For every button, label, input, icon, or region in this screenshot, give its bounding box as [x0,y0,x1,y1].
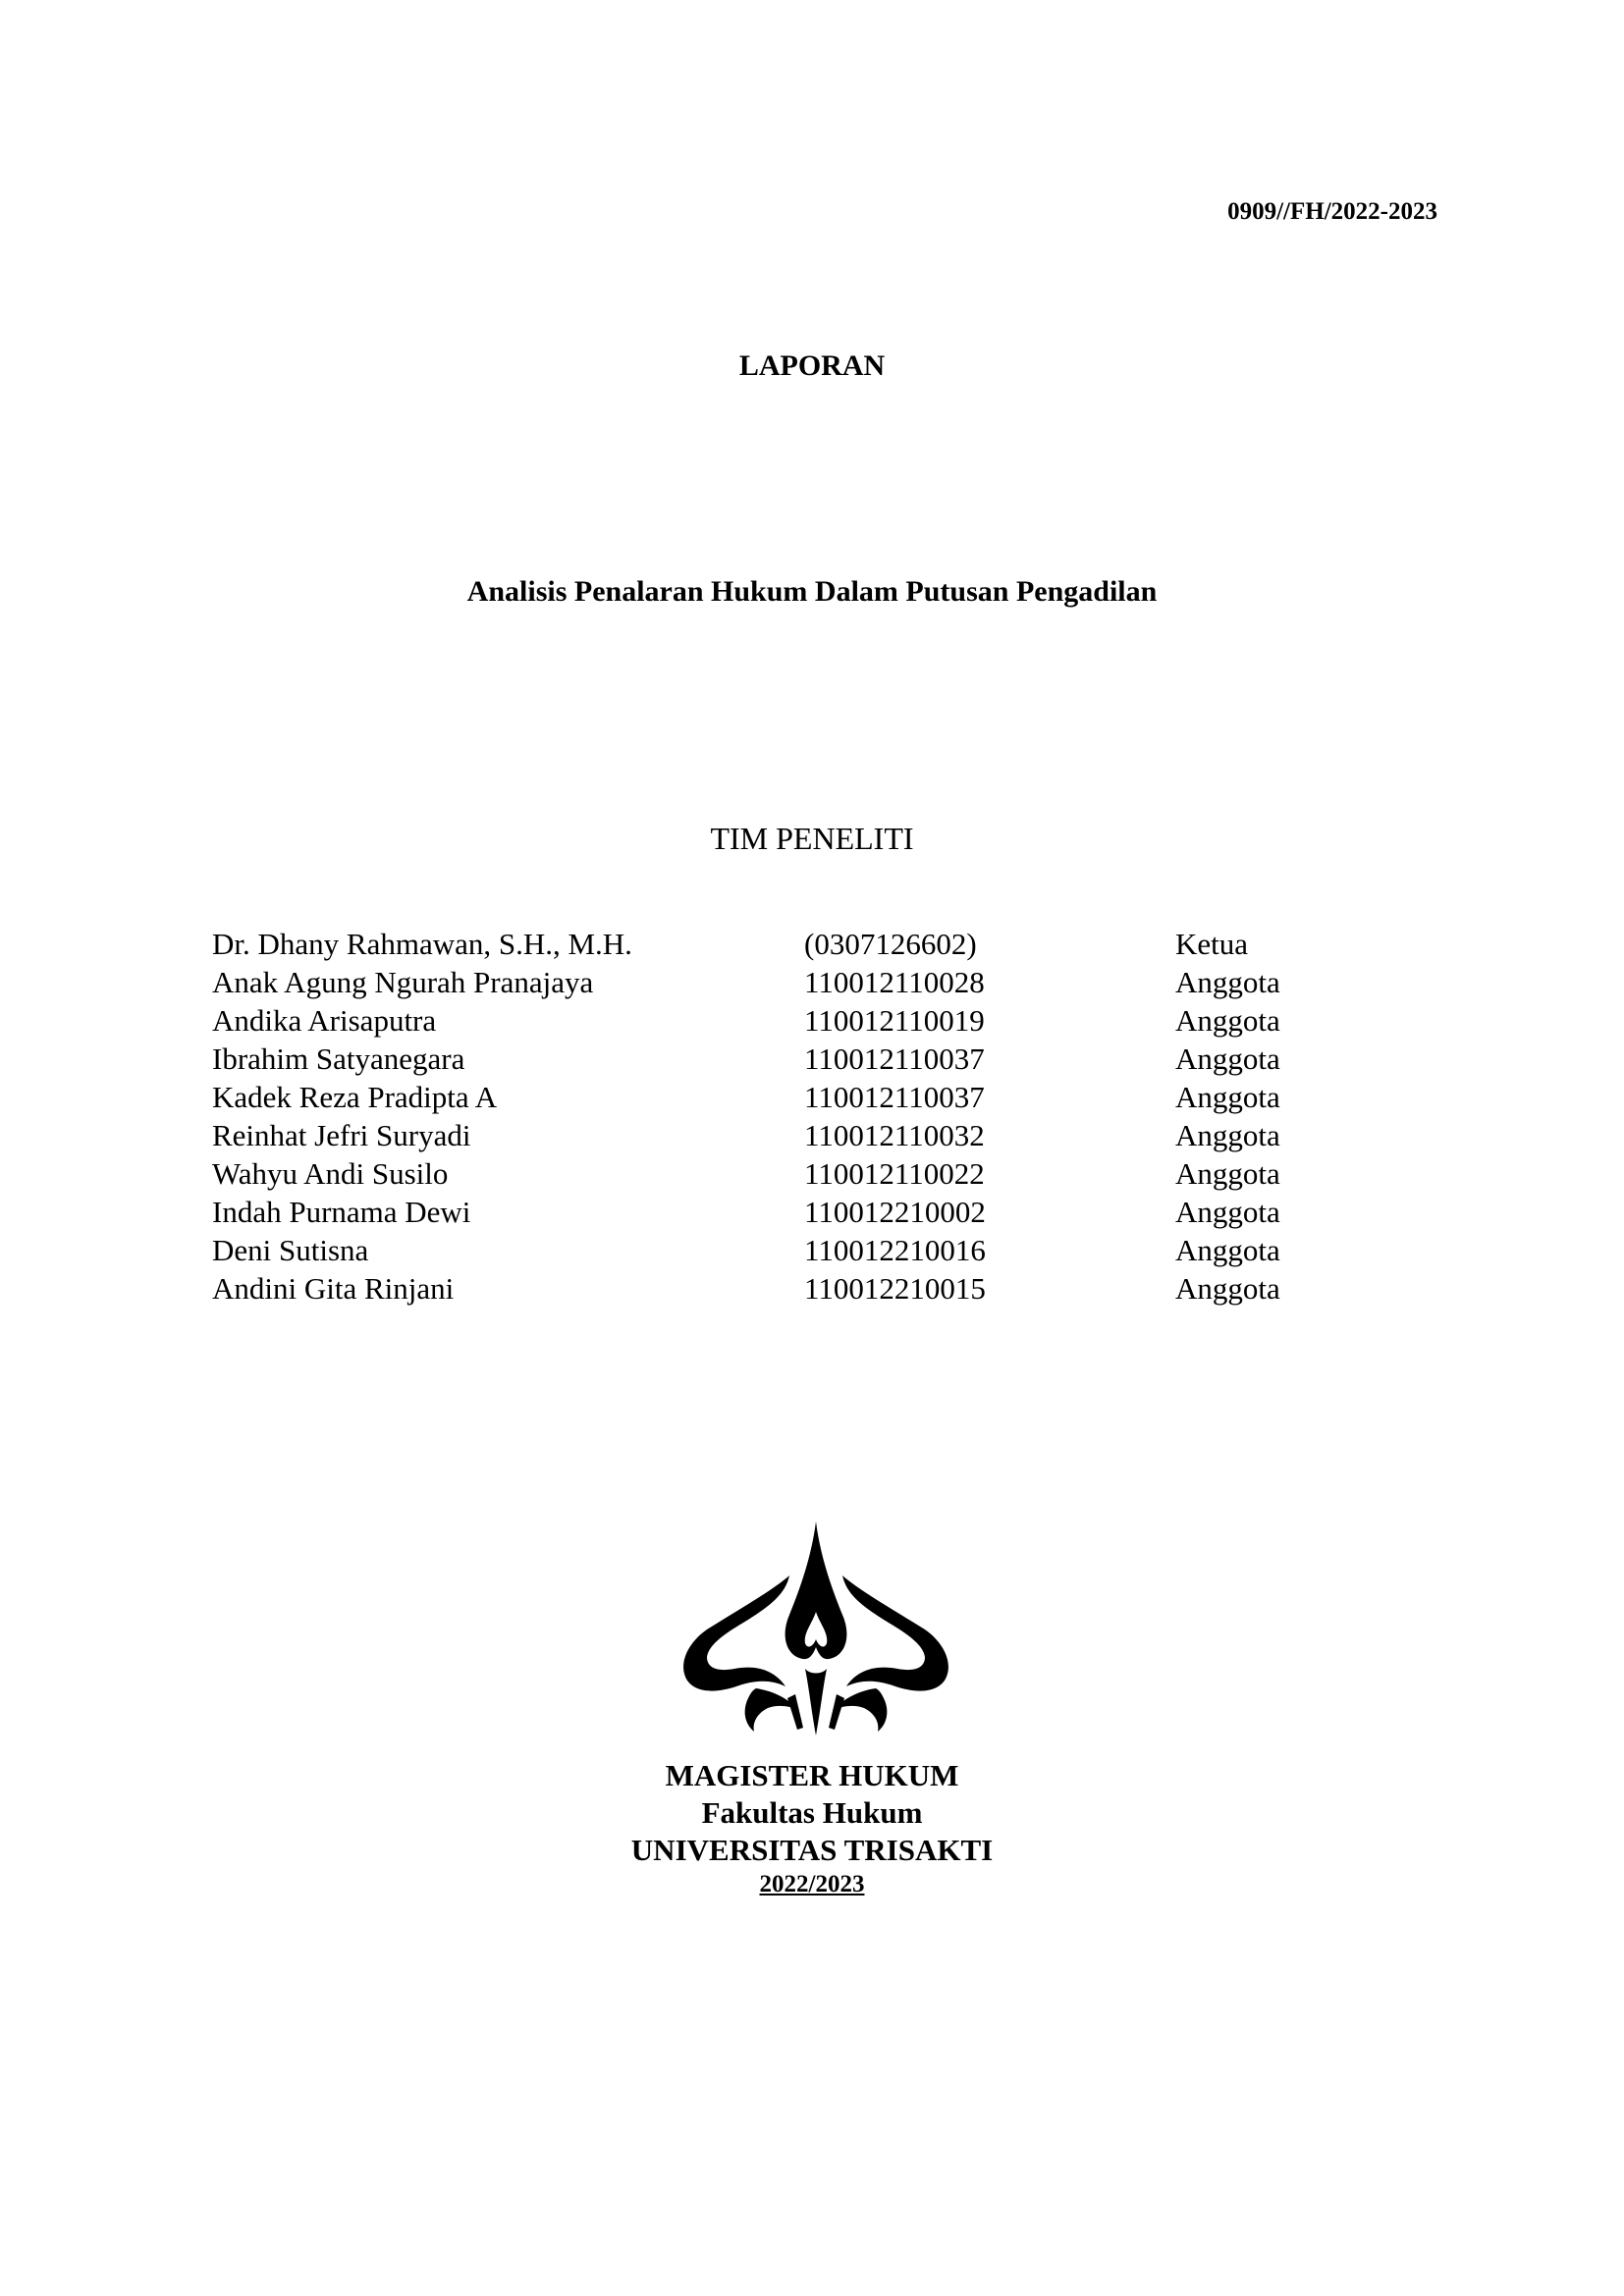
member-id: 110012110019 [804,1003,985,1038]
team-member-row [212,1116,1390,1154]
member-id: 110012110022 [804,1156,985,1191]
member-name: Deni Sutisna [212,1233,369,1267]
member-name: Wahyu Andi Susilo [212,1156,449,1191]
member-role: Anggota [1175,1041,1280,1076]
member-id: 110012110037 [804,1080,985,1114]
team-member-row [212,1078,1390,1116]
faculty-name: Fakultas Hukum [701,1795,923,1830]
member-id: 110012210015 [804,1271,986,1306]
team-member-row [212,1001,1390,1040]
team-member-row [212,1040,1390,1078]
member-id: 110012210002 [804,1195,986,1229]
member-name: Kadek Reza Pradipta A [212,1080,498,1114]
university-name: UNIVERSITAS TRISAKTI [630,1833,994,1867]
member-role: Anggota [1175,1003,1280,1038]
team-member-table [212,925,1390,1308]
member-id: (0307126602) [804,927,977,961]
member-name: Anak Agung Ngurah Pranajaya [212,965,594,999]
team-member-row [212,963,1390,1001]
team-heading: TIM PENELITI [710,821,914,856]
team-member-row [212,1231,1390,1269]
member-id: 110012210016 [804,1233,986,1267]
member-id: 110012110028 [804,965,985,999]
team-member-row [212,925,1390,963]
member-role: Anggota [1175,1233,1280,1267]
program-name: MAGISTER HUKUM [665,1758,959,1792]
member-role: Anggota [1175,1156,1280,1191]
team-member-row [212,1154,1390,1193]
member-role: Anggota [1175,1271,1280,1306]
member-name: Dr. Dhany Rahmawan, S.H., M.H. [212,927,632,961]
member-id: 110012110037 [804,1041,985,1076]
team-member-row [212,1269,1390,1308]
university-trisakti-emblem-icon [679,1522,952,1735]
member-role: Anggota [1175,1118,1280,1152]
member-name: Andika Arisaputra [212,1003,437,1038]
member-role: Anggota [1175,965,1280,999]
document-title: Analisis Penalaran Hukum Dalam Putusan Pengadilan [466,575,1158,608]
member-name: Indah Purnama Dewi [212,1195,471,1229]
member-role: Ketua [1175,927,1249,961]
member-name: Andini Gita Rinjani [212,1271,455,1306]
member-name: Ibrahim Satyanegara [212,1041,465,1076]
institution-footer [0,1757,1624,1900]
member-role: Anggota [1175,1195,1280,1229]
member-id: 110012110032 [804,1118,985,1152]
member-role: Anggota [1175,1080,1280,1114]
academic-year: 2022/2023 [759,1871,865,1897]
document-type-heading: LAPORAN [738,349,886,382]
document-number: 0909//FH/2022-2023 [1227,198,1437,225]
team-member-row [212,1193,1390,1231]
member-name: Reinhat Jefri Suryadi [212,1118,471,1152]
